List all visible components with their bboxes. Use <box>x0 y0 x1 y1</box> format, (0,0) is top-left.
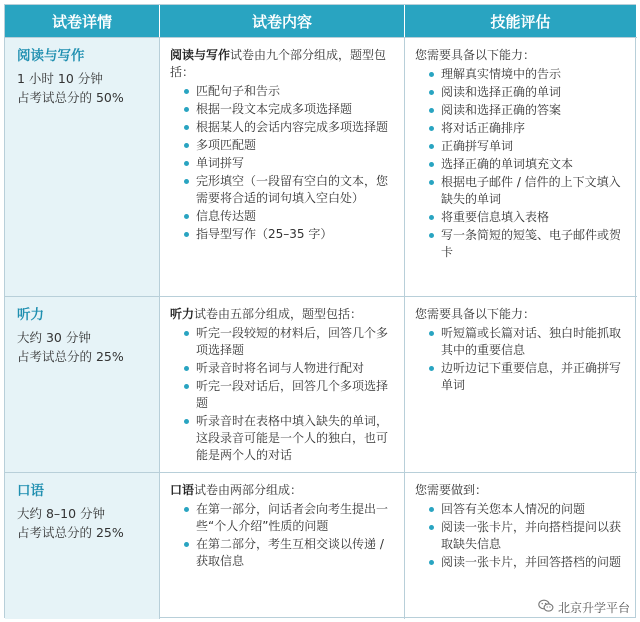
content-intro-bold: 听力 <box>170 307 195 321</box>
content-intro-bold: 阅读与写作 <box>170 48 231 62</box>
section-title: 口语 <box>17 483 44 499</box>
section-title: 阅读与写作 <box>17 48 85 64</box>
skills-intro: 您需要具备以下能力： <box>415 307 536 321</box>
list-item: 听录音时将名词与人物进行配对 <box>184 360 396 377</box>
list-item: 回答有关您本人情况的问题 <box>429 501 629 518</box>
section-duration: 大约 30 分钟 <box>17 330 91 345</box>
skills-list <box>415 501 629 571</box>
list-item: 将重要信息填入表格 <box>429 209 629 226</box>
skills-list <box>415 325 629 394</box>
list-item: 匹配句子和告示 <box>184 83 396 100</box>
content-list <box>170 83 396 243</box>
list-item: 选择正确的单词填充文本 <box>429 156 629 173</box>
list-item: 在第一部分，问话者会向考生提出一些“个人介绍”性质的问题 <box>184 501 396 535</box>
section-duration: 1 小时 10 分钟 <box>17 71 103 86</box>
content-list <box>170 501 396 570</box>
wechat-icon <box>538 599 554 616</box>
list-item: 将对话正确排序 <box>429 120 629 137</box>
list-item: 根据一段文本完成多项选择题 <box>184 101 396 118</box>
skills-intro: 您需要具备以下能力： <box>415 48 536 62</box>
list-item: 信息传达题 <box>184 208 396 225</box>
list-item: 听录音时在表格中填入缺失的单词，这段录音可能是一个人的独白，也可能是两个人的对话 <box>184 413 396 464</box>
section-weight: 占考试总分的 25% <box>17 349 124 364</box>
list-item: 根据电子邮件 / 信件的上下文填入缺失的单词 <box>429 174 629 208</box>
content-intro-text: 试卷由九个部分组成，题型包括： <box>170 48 387 79</box>
watermark <box>536 599 632 616</box>
section-title: 听力 <box>17 307 44 323</box>
watermark-text: 北京升学平台 <box>557 601 630 615</box>
skills-speaking <box>405 472 637 619</box>
section-speaking <box>5 472 160 619</box>
skills-listening <box>405 296 637 472</box>
skills-intro: 您需要做到： <box>415 483 488 497</box>
content-intro-text: 试卷由两部分组成： <box>194 483 303 497</box>
list-item: 完形填空（一段留有空白的文本，您需要将合适的词句填入空白处） <box>184 173 396 207</box>
skills-list <box>415 66 629 261</box>
list-item: 听完一段较短的材料后，回答几个多项选择题 <box>184 325 396 359</box>
list-item: 多项匹配题 <box>184 137 396 154</box>
header-skills-assessment: 技能评估 <box>405 5 637 37</box>
list-item: 阅读和选择正确的答案 <box>429 102 629 119</box>
content-intro-bold: 口语 <box>170 483 195 497</box>
section-weight: 占考试总分的 25% <box>17 525 124 540</box>
section-weight: 占考试总分的 50% <box>17 90 124 105</box>
content-reading-writing <box>160 37 405 296</box>
list-item: 听完一段对话后，回答几个多项选择题 <box>184 378 396 412</box>
content-intro-text: 试卷由五部分组成，题型包括： <box>194 307 363 321</box>
content-list <box>170 325 396 464</box>
list-item: 根据某人的会话内容完成多项选择题 <box>184 119 396 136</box>
list-item: 阅读和选择正确的单词 <box>429 84 629 101</box>
list-item: 写一条简短的短笺、电子邮件或贺卡 <box>429 227 629 261</box>
list-item: 指导型写作（25–35 字） <box>184 226 396 243</box>
header-paper-content: 试卷内容 <box>160 5 405 37</box>
list-item: 理解真实情境中的告示 <box>429 66 629 83</box>
list-item: 阅读一张卡片，并向搭档提问以获取缺失信息 <box>429 519 629 553</box>
content-speaking <box>160 472 405 619</box>
list-item: 正确拼写单词 <box>429 138 629 155</box>
header-paper-details: 试卷详情 <box>5 5 160 37</box>
list-item: 边听边记下重要信息，并正确拼写单词 <box>429 360 629 394</box>
exam-table <box>4 4 636 618</box>
list-item: 阅读一张卡片，并回答搭档的问题 <box>429 554 629 571</box>
content-listening <box>160 296 405 472</box>
skills-reading-writing <box>405 37 637 296</box>
section-reading-writing <box>5 37 160 296</box>
content-intro <box>170 306 396 323</box>
content-intro <box>170 482 396 499</box>
list-item: 在第二部分，考生互相交谈以传递 / 获取信息 <box>184 536 396 570</box>
list-item: 单词拼写 <box>184 155 396 172</box>
content-intro <box>170 47 396 81</box>
section-listening <box>5 296 160 472</box>
list-item: 听短篇或长篇对话、独白时能抓取其中的重要信息 <box>429 325 629 359</box>
section-duration: 大约 8–10 分钟 <box>17 506 106 521</box>
